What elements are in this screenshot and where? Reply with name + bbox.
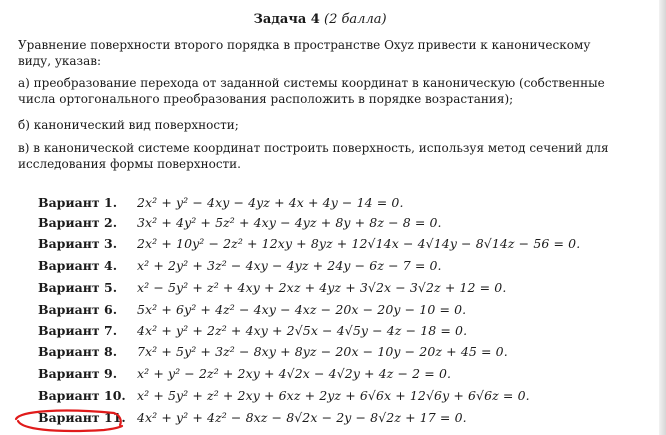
variant-label: Вариант 2. — [38, 215, 118, 230]
variant-formula: 5x² + 6y² + 4z² − 4xy − 4xz − 20x − 20y − 10 = 0. — [136, 302, 467, 317]
red-underline-mark — [12, 407, 124, 435]
variant-label: Вариант 7. — [38, 323, 118, 338]
variant-row — [38, 193, 638, 213]
variant-row — [38, 300, 638, 320]
item-c-line-1: в) в канонической системе координат построить поверхность, используя метод сечений для — [18, 141, 609, 155]
variant-formula: x² − 5y² + z² + 4xy + 2xz + 4yz + 3√2x − 3√2z + 12 = 0. — [136, 280, 507, 295]
variant-row — [38, 234, 638, 254]
variant-label: Вариант 4. — [38, 258, 118, 273]
variant-label: Вариант 5. — [38, 280, 118, 295]
variant-row — [38, 342, 638, 362]
variant-row — [38, 213, 638, 233]
item-a-line-1: а) преобразование перехода от заданной системы координат в каноническую (собственные — [18, 76, 605, 90]
variant-row — [38, 386, 638, 406]
variant-label: Вариант 8. — [38, 344, 118, 359]
intro-line-1: Уравнение поверхности второго порядка в пространстве Oxyz привести к каноническому — [18, 38, 591, 52]
task-title — [0, 12, 640, 28]
intro-line-2: виду, указав: — [18, 54, 102, 68]
item-c-line-2: исследования формы поверхности. — [18, 157, 241, 171]
variant-label: Вариант 9. — [38, 366, 118, 381]
variant-label: Вариант 11. — [38, 410, 126, 425]
variant-label: Вариант 1. — [38, 195, 118, 210]
variant-row — [38, 321, 638, 341]
variant-row — [38, 364, 638, 384]
variant-label: Вариант 6. — [38, 302, 118, 317]
task-points: (2 балла) — [324, 12, 387, 27]
item-a-line-2: числа ортогонального преобразования расположить в порядке возрастания); — [18, 92, 514, 106]
variant-row — [38, 278, 638, 298]
variant-formula: 7x² + 5y² + 3z² − 8xy + 8yz − 20x − 10y − 20z + 45 = 0. — [136, 344, 508, 359]
variant-formula: x² + 5y² + z² + 2xy + 6xz + 2yz + 6√6x + 12√6y + 6√6z = 0. — [136, 388, 530, 403]
variant-formula: 4x² + y² + 2z² + 4xy + 2√5x − 4√5y − 4z − 18 = 0. — [136, 323, 468, 338]
variant-formula: 2x² + 10y² − 2z² + 12xy + 8yz + 12√14x − 4√14y − 8√14z − 56 = 0. — [136, 236, 581, 251]
variant-formula: 4x² + y² + 4z² − 8xz − 8√2x − 2y − 8√2z + 17 = 0. — [136, 410, 467, 425]
variant-label: Вариант 10. — [38, 388, 126, 403]
variant-label: Вариант 3. — [38, 236, 118, 251]
variant-formula: x² + 2y² + 3z² − 4xy − 4yz + 24y − 6z − 7 = 0. — [136, 258, 442, 273]
task-number: Задача 4 — [253, 12, 320, 27]
variant-row — [38, 256, 638, 276]
item-b: б) канонический вид поверхности; — [18, 118, 239, 132]
variant-row-highlighted — [38, 408, 638, 428]
variant-formula: 3x² + 4y² + 5z² + 4xy − 4yz + 8y + 8z − 8 = 0. — [136, 215, 442, 230]
page-edge-shadow — [659, 0, 666, 435]
variant-formula: 2x² + y² − 4xy − 4yz + 4x + 4y − 14 = 0. — [136, 195, 404, 210]
variant-formula: x² + y² − 2z² + 2xy + 4√2x − 4√2y + 4z − 2 = 0. — [136, 366, 452, 381]
